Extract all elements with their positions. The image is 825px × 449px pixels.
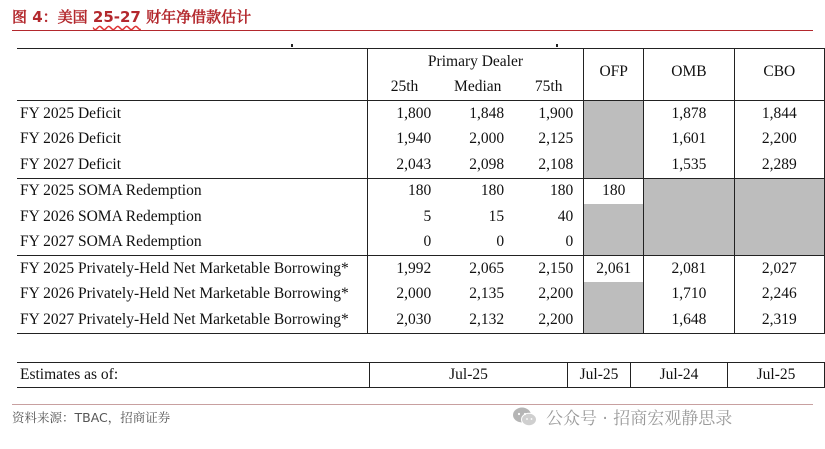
- cell-median: 2,135: [469, 285, 505, 303]
- cell-median: 2,000: [469, 130, 505, 148]
- cell-p75: 2,200: [538, 285, 574, 303]
- cell-median: 1,848: [469, 104, 505, 122]
- cell-cbo: 2,289: [734, 152, 824, 178]
- cell-omb: [644, 178, 734, 204]
- estimates-date-table: [17, 362, 825, 388]
- table-top-mark: [291, 44, 293, 47]
- cell-p25: 0: [367, 230, 441, 256]
- cell-cbo: 2,027: [734, 256, 824, 282]
- cell-cbo: [734, 178, 824, 204]
- header-blank: [17, 49, 367, 101]
- cell-median: 2,098: [441, 152, 514, 178]
- row-label: FY 2027 SOMA Redemption: [17, 230, 367, 256]
- cell-p75: 2,108: [514, 152, 584, 178]
- table-row: [17, 307, 825, 333]
- cell-p25: 1,940: [367, 127, 441, 153]
- cell-ofp: [584, 127, 644, 153]
- table-row: [17, 204, 825, 230]
- row-label: FY 2027 Deficit: [17, 152, 367, 178]
- cell-p75: 0: [514, 230, 584, 256]
- cell-p75: 40: [557, 207, 574, 225]
- table-row: [17, 230, 825, 256]
- cell-cbo: 2,200: [734, 127, 824, 153]
- cell-p25: 2,000: [367, 282, 441, 308]
- cell-median: 2,132: [441, 307, 514, 333]
- cell-median: 2,065: [469, 259, 505, 277]
- cell-p25: 180: [367, 178, 441, 204]
- cell-p25: 1,800: [367, 101, 441, 127]
- cell-omb: [644, 230, 734, 256]
- watermark-text: 公众号 · 招商宏观静思录: [546, 409, 733, 429]
- cell-omb: 2,081: [644, 256, 734, 282]
- source-note: 资料来源：TBAC，招商证券: [12, 410, 171, 425]
- figure-title: [12, 6, 251, 28]
- estimates-label: Estimates as of:: [17, 363, 370, 388]
- title-divider: [12, 30, 813, 31]
- cell-omb: 1,710: [644, 282, 734, 308]
- table-row: [17, 178, 825, 204]
- cell-ofp: 2,061: [584, 256, 644, 282]
- cell-median: 15: [488, 207, 505, 225]
- row-label: FY 2025 SOMA Redemption: [20, 182, 202, 200]
- cell-ofp: [584, 282, 644, 308]
- cell-p75: 1,900: [538, 104, 574, 122]
- table-row: [17, 282, 825, 308]
- cell-p75: 2,125: [538, 130, 574, 148]
- row-label: FY 2025 Deficit: [20, 104, 122, 122]
- figure-title-prefix: 图 4：美国: [12, 8, 93, 26]
- wechat-icon: [512, 406, 538, 428]
- figure-title-years: 25-27: [92, 8, 141, 26]
- cell-omb: 1,535: [644, 152, 734, 178]
- cell-p25: 2,030: [367, 307, 441, 333]
- cell-p25: 5: [367, 204, 441, 230]
- omb-header: OMB: [644, 49, 734, 101]
- cell-ofp: [584, 204, 644, 230]
- cell-p75: 2,200: [514, 307, 584, 333]
- figure-title-suffix: 财年净借款估计: [140, 8, 252, 26]
- estimates-primary-dealer: Jul-25: [370, 363, 568, 388]
- ofp-header: OFP: [584, 49, 644, 101]
- cell-p25: 2,043: [367, 152, 441, 178]
- cell-median: 0: [441, 230, 514, 256]
- row-label: FY 2026 SOMA Redemption: [20, 207, 202, 225]
- cell-cbo: [734, 204, 824, 230]
- estimates-omb: Jul-24: [631, 363, 728, 388]
- cell-omb: [644, 204, 734, 230]
- p25-header: 25th: [367, 75, 441, 101]
- row-label: FY 2027 Privately-Held Net Marketable Borrowing*: [17, 307, 367, 333]
- cbo-header: CBO: [734, 49, 824, 101]
- row-label: FY 2025 Privately-Held Net Marketable Borrowing*: [20, 259, 349, 277]
- table-row: [17, 152, 825, 178]
- borrowing-estimates-table: [17, 48, 825, 334]
- wechat-watermark: [512, 404, 732, 429]
- cell-ofp: 180: [584, 178, 644, 204]
- cell-omb: 1,601: [644, 127, 734, 153]
- cell-omb: 1,878: [644, 101, 734, 127]
- cell-median: 180: [480, 182, 505, 200]
- cell-ofp: [584, 101, 644, 127]
- row-label: FY 2026 Deficit: [20, 130, 122, 148]
- primary-dealer-header: Primary Dealer: [367, 49, 583, 75]
- cell-p25: 1,992: [367, 256, 441, 282]
- cell-cbo: 2,246: [734, 282, 824, 308]
- median-header: Median: [441, 75, 514, 101]
- table-row: [17, 256, 825, 282]
- estimates-cbo: Jul-25: [728, 363, 825, 388]
- cell-cbo: [734, 230, 824, 256]
- cell-ofp: [584, 230, 644, 256]
- estimates-ofp: Jul-25: [568, 363, 631, 388]
- cell-omb: 1,648: [644, 307, 734, 333]
- estimates-row: [17, 363, 825, 388]
- cell-cbo: 2,319: [734, 307, 824, 333]
- cell-ofp: [584, 307, 644, 333]
- p75-header: 75th: [514, 75, 584, 101]
- table-row: [17, 127, 825, 153]
- table-top-mark: [556, 44, 558, 47]
- table-row: [17, 101, 825, 127]
- cell-ofp: [584, 152, 644, 178]
- cell-cbo: 1,844: [734, 101, 824, 127]
- cell-p75: 2,150: [538, 259, 574, 277]
- header-row-1: [17, 49, 825, 75]
- row-label: FY 2026 Privately-Held Net Marketable Borrowing*: [20, 285, 349, 303]
- cell-p75: 180: [549, 182, 574, 200]
